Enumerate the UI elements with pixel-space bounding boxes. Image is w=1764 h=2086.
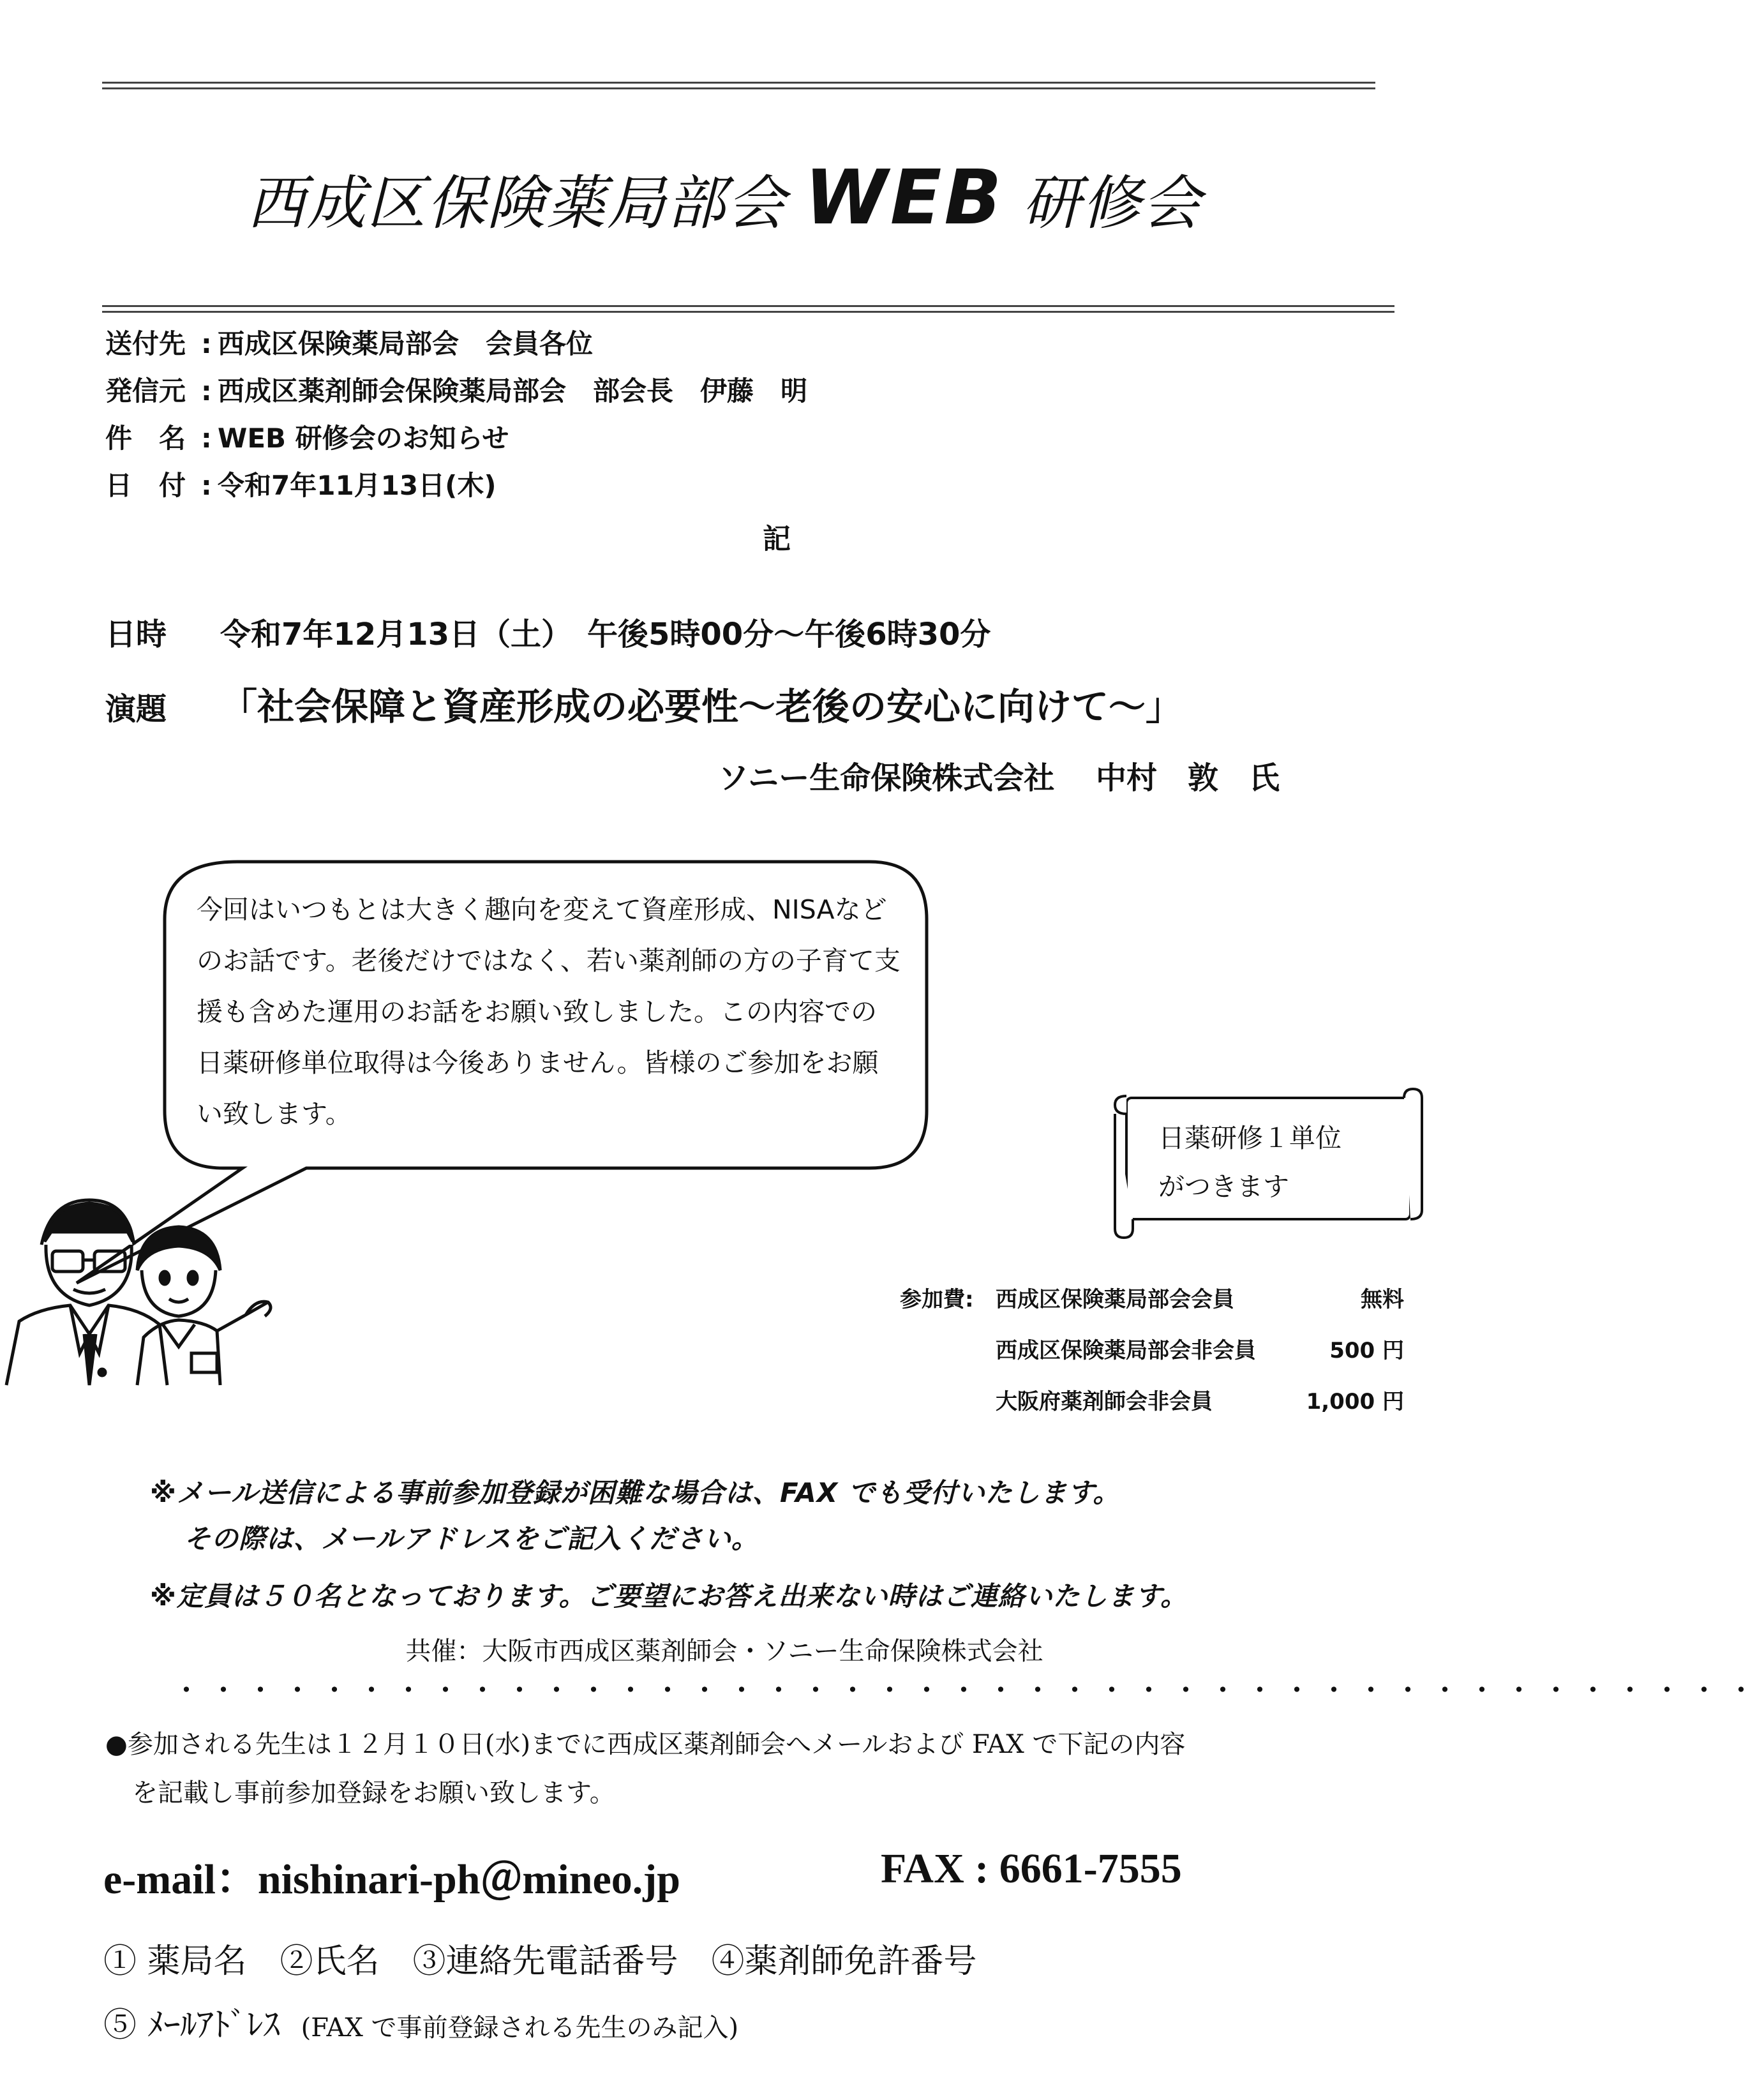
header-to-value: 西成区保険薬局部会 会員各位 (218, 328, 594, 359)
fee-name: 西成区保険薬局部会会員 (996, 1287, 1234, 1312)
header-subject-label: 件 名 (105, 423, 186, 454)
email-address[interactable]: e-mail：nishinari-ph＠mineo.jp (103, 1856, 680, 1903)
required-field-email-note: (FAX で事前登録される先生のみ記入) (301, 2013, 739, 2043)
header-from-value: 西成区薬剤師会保険薬局部会 部会長 伊藤 明 (218, 375, 808, 407)
fee-amount: 無料 (1361, 1287, 1404, 1312)
header-date-value: 令和7年11月13日(木) (218, 470, 497, 501)
registration-line-1: ●参加される先生は１２月１０日(水)までに西成区薬剤師会へメールおよび FAX で下記の内容 (105, 1730, 1186, 1759)
title-prefix: 西成区保険薬局部会 (246, 169, 787, 237)
scroll-line-2: がつきます (1158, 1171, 1289, 1202)
event-speaker: ソニー生命保険株式会社 中村 敦 氏 (718, 760, 1280, 796)
fee-name: 西成区保険薬局部会非会員 (996, 1338, 1256, 1363)
pharmacist-man-icon (6, 1200, 167, 1385)
note-fax-line2: その際は、メールアドレスをご記入ください。 (184, 1523, 759, 1554)
scroll-line-1: 日薬研修１単位 (1158, 1123, 1342, 1153)
fee-amount: 500 円 (1329, 1338, 1404, 1363)
header-subject-value: WEB 研修会のお知らせ (218, 423, 509, 454)
note-fax-line1: ※メール送信による事前参加登録が困難な場合は、FAX でも受付いたします。 (150, 1477, 1121, 1508)
header-to: 送付先 : 西成区保険薬局部会 会員各位 (105, 323, 593, 361)
certificate-scroll-text (1158, 1114, 1342, 1211)
header-subject: 件 名 : WEB 研修会のお知らせ (105, 417, 509, 456)
registration-instructions (105, 1720, 1185, 1817)
header-to-label: 送付先 (105, 328, 186, 359)
topic-label: 演題 (105, 691, 167, 727)
ki-marker: 記 (763, 523, 791, 555)
title-web: WEB (804, 153, 1005, 241)
datetime-label: 日時 (105, 617, 167, 652)
header-from: 発信元 : 西成区薬剤師会保険薬局部会 部会長 伊藤 明 (105, 370, 807, 409)
fax-number: FAX : 6661-7555 (881, 1845, 1182, 1892)
pharmacist-woman-icon (137, 1227, 271, 1385)
datetime-value: 令和7年12月13日（土） 午後5時00分～午後6時30分 (220, 617, 991, 652)
registration-line-2: を記載し事前参加登録をお願い致します。 (132, 1778, 615, 1808)
title-suffix: 研修会 (1022, 169, 1202, 237)
speech-bubble-text: 今回はいつもとは大きく趣向を変えて資産形成、NISAなどのお話です。老後だけではなく、若い薬剤師の方の子育て支援も含めた運用のお話をお願い致しました。この内容での日薬研修単位取得は今後ありません。皆様のご参加をお願い致します。 (197, 894, 901, 1129)
required-field-email (103, 1998, 738, 2046)
header-from-label: 発信元 (105, 375, 186, 407)
fee-label: 参加費: (900, 1287, 974, 1312)
fee-name: 大阪府薬剤師会非会員 (996, 1389, 1213, 1414)
header-date-label: 日 付 (105, 470, 186, 501)
cohost-line: 共催：大阪市西成区薬剤師会・ソニー生命保険株式会社 (405, 1637, 1043, 1666)
required-field-email-label: ⑤ ﾒｰﾙｱﾄﾞﾚｽ (103, 2006, 280, 2045)
topic-value: 「社会保障と資産形成の必要性～老後の安心に向けて～」 (220, 685, 1183, 728)
header-date: 日 付 : 令和7年11月13日(木) (105, 465, 497, 503)
note-capacity: ※定員は５０名となっております。ご要望にお答え出来ない時はご連絡いたします。 (150, 1580, 1188, 1612)
fee-amount: 1,000 円 (1306, 1389, 1404, 1414)
dotted-divider: ・・・・・・・・・・・・・・・・・・・・・・・・・・・・・・・・・・・・・・・・・・・ (172, 1674, 1764, 1707)
required-fields: ① 薬局名 ②氏名 ③連絡先電話番号 ④薬剤師免許番号 (103, 1942, 977, 1981)
